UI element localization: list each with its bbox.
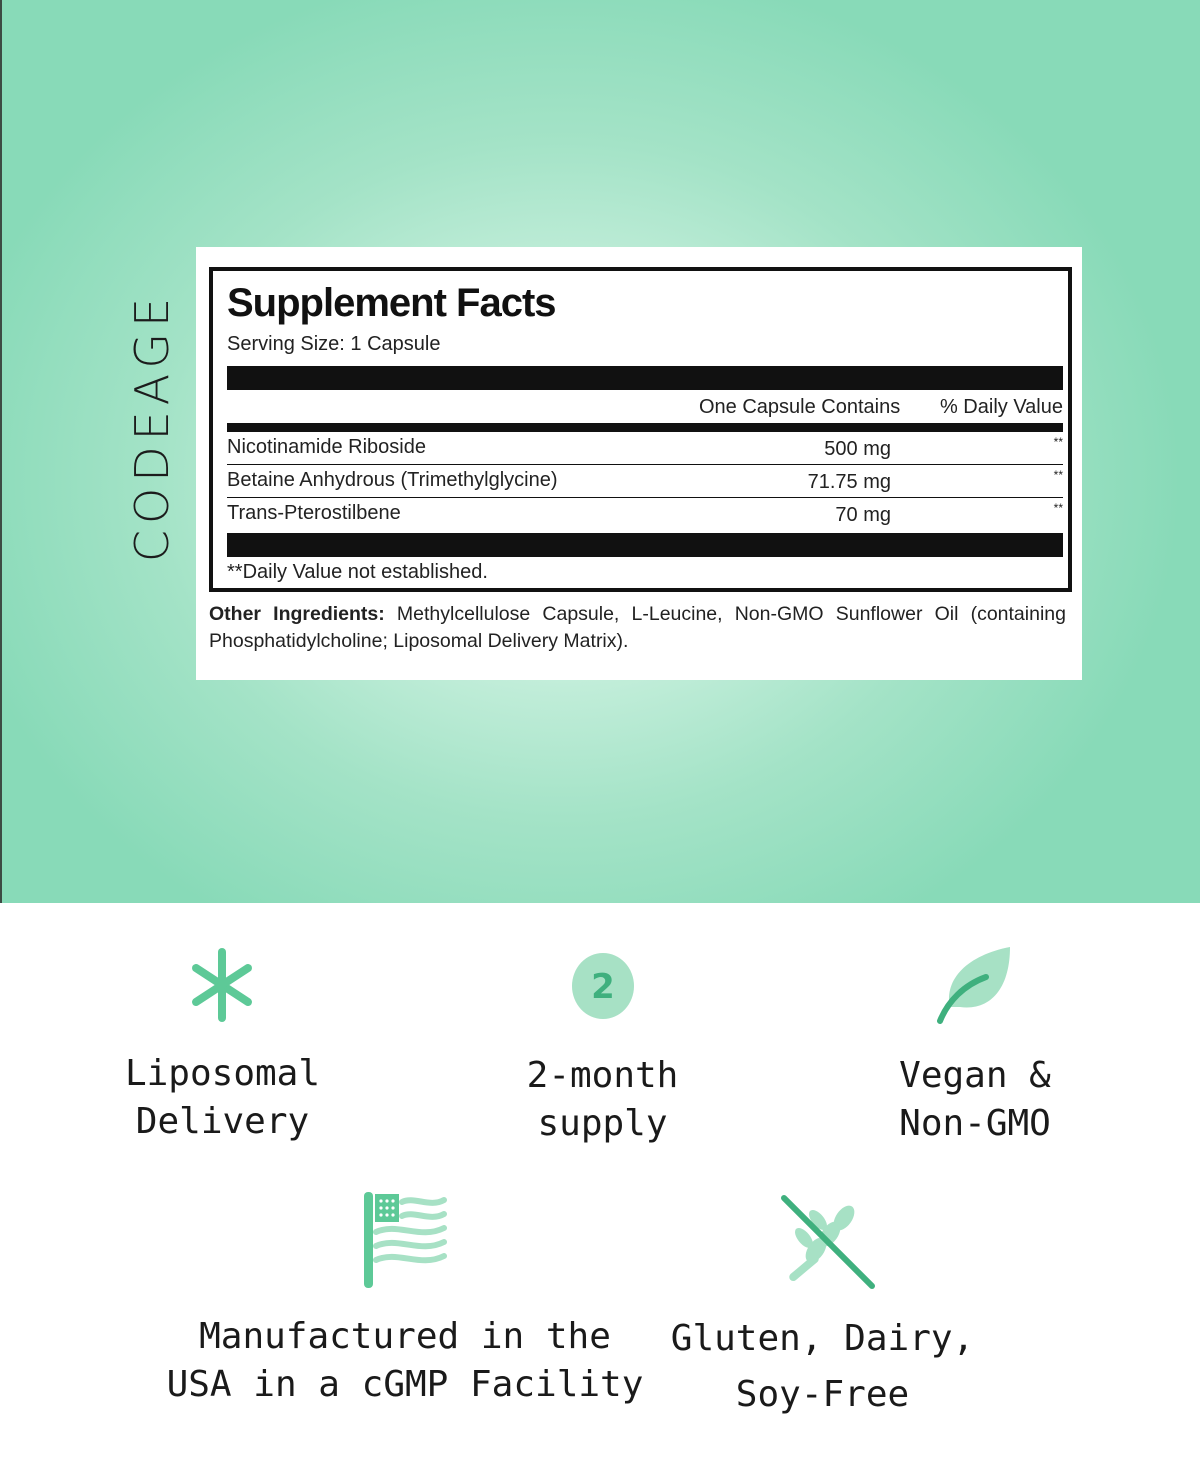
supplement-facts-box xyxy=(209,267,1072,592)
ingredient-name: Nicotinamide Riboside xyxy=(227,436,426,458)
feature-label: USA in a cGMP Facility xyxy=(166,1364,644,1405)
usa-flag-icon xyxy=(362,1190,448,1290)
feature-label: Manufactured in the xyxy=(199,1316,611,1357)
leaf-icon xyxy=(934,945,1014,1025)
no-wheat-icon xyxy=(778,1194,878,1290)
feature-label: supply xyxy=(537,1103,668,1144)
feature-allergen-free xyxy=(655,1315,990,1419)
divider-bar xyxy=(227,366,1063,390)
feature-label: Soy-Free xyxy=(735,1374,910,1415)
feature-label: Liposomal xyxy=(124,1053,321,1094)
badge-number: 2 xyxy=(591,967,615,1007)
column-header-daily-value: % Daily Value xyxy=(939,396,1063,418)
feature-label: Vegan & xyxy=(899,1055,1051,1096)
ingredient-amount: 500 mg xyxy=(824,438,891,460)
number-two-badge-icon xyxy=(570,951,636,1021)
brand-logo xyxy=(122,247,182,607)
other-ingredients-text: Methylcellulose Capsule, L-Leucine, Non-GMO Sunflower Oil (containing Phosphatidylcholine; Liposomal Delivery Matrix). xyxy=(209,603,1066,652)
ingredient-daily-value: ** xyxy=(1053,435,1063,449)
feature-two-month-supply xyxy=(470,1052,735,1148)
feature-liposomal-delivery xyxy=(100,1050,345,1146)
ingredient-name: Trans-Pterostilbene xyxy=(227,502,401,524)
table-row xyxy=(227,465,1063,498)
ingredient-name: Betaine Anhydrous (Trimethylglycine) xyxy=(227,469,558,491)
feature-vegan-non-gmo xyxy=(840,1052,1110,1148)
ingredient-daily-value: ** xyxy=(1053,501,1063,515)
divider-bar xyxy=(227,533,1063,557)
table-row xyxy=(227,432,1063,465)
brand-name: CODEAGE xyxy=(125,291,179,563)
daily-value-footnote: **Daily Value not established. xyxy=(227,561,488,583)
divider-bar xyxy=(227,423,1063,432)
feature-label: Non-GMO xyxy=(899,1103,1051,1144)
column-header-amount: One Capsule Contains xyxy=(699,396,901,418)
ingredient-amount: 71.75 mg xyxy=(807,471,891,493)
table-row xyxy=(227,498,1063,531)
feature-made-in-usa xyxy=(165,1313,645,1409)
ingredient-daily-value: ** xyxy=(1053,468,1063,482)
other-ingredients-label: Other Ingredients: xyxy=(209,603,385,625)
feature-label: Delivery xyxy=(135,1101,310,1142)
other-ingredients xyxy=(209,601,1066,655)
serving-size: Serving Size: 1 Capsule xyxy=(227,333,441,355)
supplement-label-card xyxy=(196,247,1082,680)
feature-label: 2-month xyxy=(526,1055,679,1096)
asterisk-icon xyxy=(190,946,254,1024)
feature-label: Gluten, Dairy, xyxy=(670,1318,975,1359)
ingredient-amount: 70 mg xyxy=(835,504,891,526)
facts-title: Supplement Facts xyxy=(227,281,556,325)
